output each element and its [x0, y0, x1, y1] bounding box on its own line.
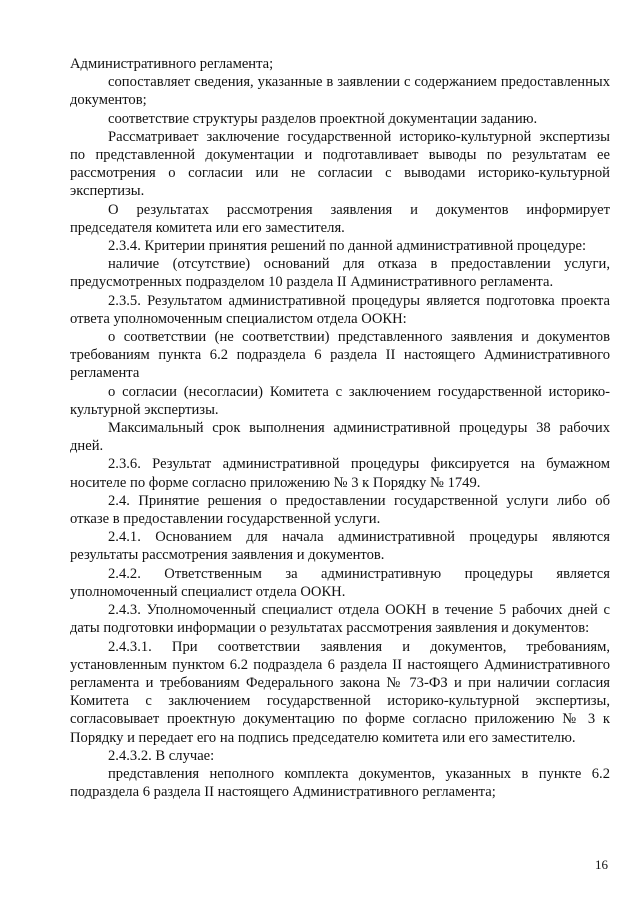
paragraph-4: Рассматривает заключение государственной историко-культурной экспертизы по представленной документации и подготавливает выводы по результатам ее рассмотрения о согласии или не согласии с выводами историко-культурной экспертизы.	[70, 128, 610, 200]
paragraph-17: 2.4.3.1. При соответствии заявления и документов, требованиям, установленным пунктом 6.2 подраздела 6 раздела II настоящего Административного регламента и требованиям Федерального закона № 73-ФЗ и при наличии согласия Комитета с заключением государственной историко-культурной экспертизы, согласовывает проектную документацию по форме согласно приложению № 3 к Порядку и передает его на подпись председателю комитета или его заместителю.	[70, 638, 610, 746]
paragraph-5: О результатах рассмотрения заявления и документов информирует председателя комитета или его заместителя.	[70, 201, 610, 236]
paragraph-16: 2.4.3. Уполномоченный специалист отдела ООКН в течение 5 рабочих дней с даты подготовки информации о результатах рассмотрения заявления и документов:	[70, 602, 610, 637]
paragraph-1: Административного регламента;	[70, 56, 274, 72]
document-body	[70, 55, 610, 801]
paragraph-15: 2.4.2. Ответственным за административную процедуры является уполномоченный специалист отдела ООКН.	[70, 565, 610, 600]
paragraph-12: 2.3.6. Результат административной процедуры фиксируется на бумажном носителе по форме согласно приложению № 3 к Порядку № 1749.	[70, 456, 610, 491]
page-number: 16	[595, 857, 608, 872]
paragraph-7: наличие (отсутствие) оснований для отказа в предоставлении услуги, предусмотренных подразделом 10 раздела II Административного регламента.	[70, 256, 610, 291]
paragraph-2: сопоставляет сведения, указанные в заявлении с содержанием предоставленных документов;	[70, 74, 610, 109]
paragraph-19: представления неполного комплекта документов, указанных в пункте 6.2 подраздела 6 раздела II настоящего Административного регламента;	[70, 765, 610, 801]
paragraph-3: соответствие структуры разделов проектной документации заданию.	[108, 110, 538, 127]
paragraph-10: о согласии (несогласии) Комитета с заключением государственной историко-культурной экспертизы.	[70, 383, 610, 418]
paragraph-14: 2.4.1. Основанием для начала административной процедуры являются результаты рассмотрения заявления и документов.	[70, 529, 610, 564]
paragraph-13: 2.4. Принятие решения о предоставлении государственной услуги либо об отказе в предоставлении государственной услуги.	[70, 492, 610, 528]
paragraph-6: 2.3.4. Критерии принятия решений по данной административной процедуре:	[108, 238, 587, 255]
paragraph-8: 2.3.5. Результатом административной процедуры является подготовка проекта ответа уполномоченным специалистом отдела ООКН:	[70, 292, 610, 327]
paragraph-11: Максимальный срок выполнения административной процедуры 38 рабочих дней.	[70, 420, 610, 455]
paragraph-9: о соответствии (не соответствии) представленного заявления и документов требованиям пункта 6.2 подраздела 6 раздела II настоящего Административного регламента	[70, 329, 610, 382]
paragraph-18: 2.4.3.2. В случае:	[108, 747, 215, 764]
